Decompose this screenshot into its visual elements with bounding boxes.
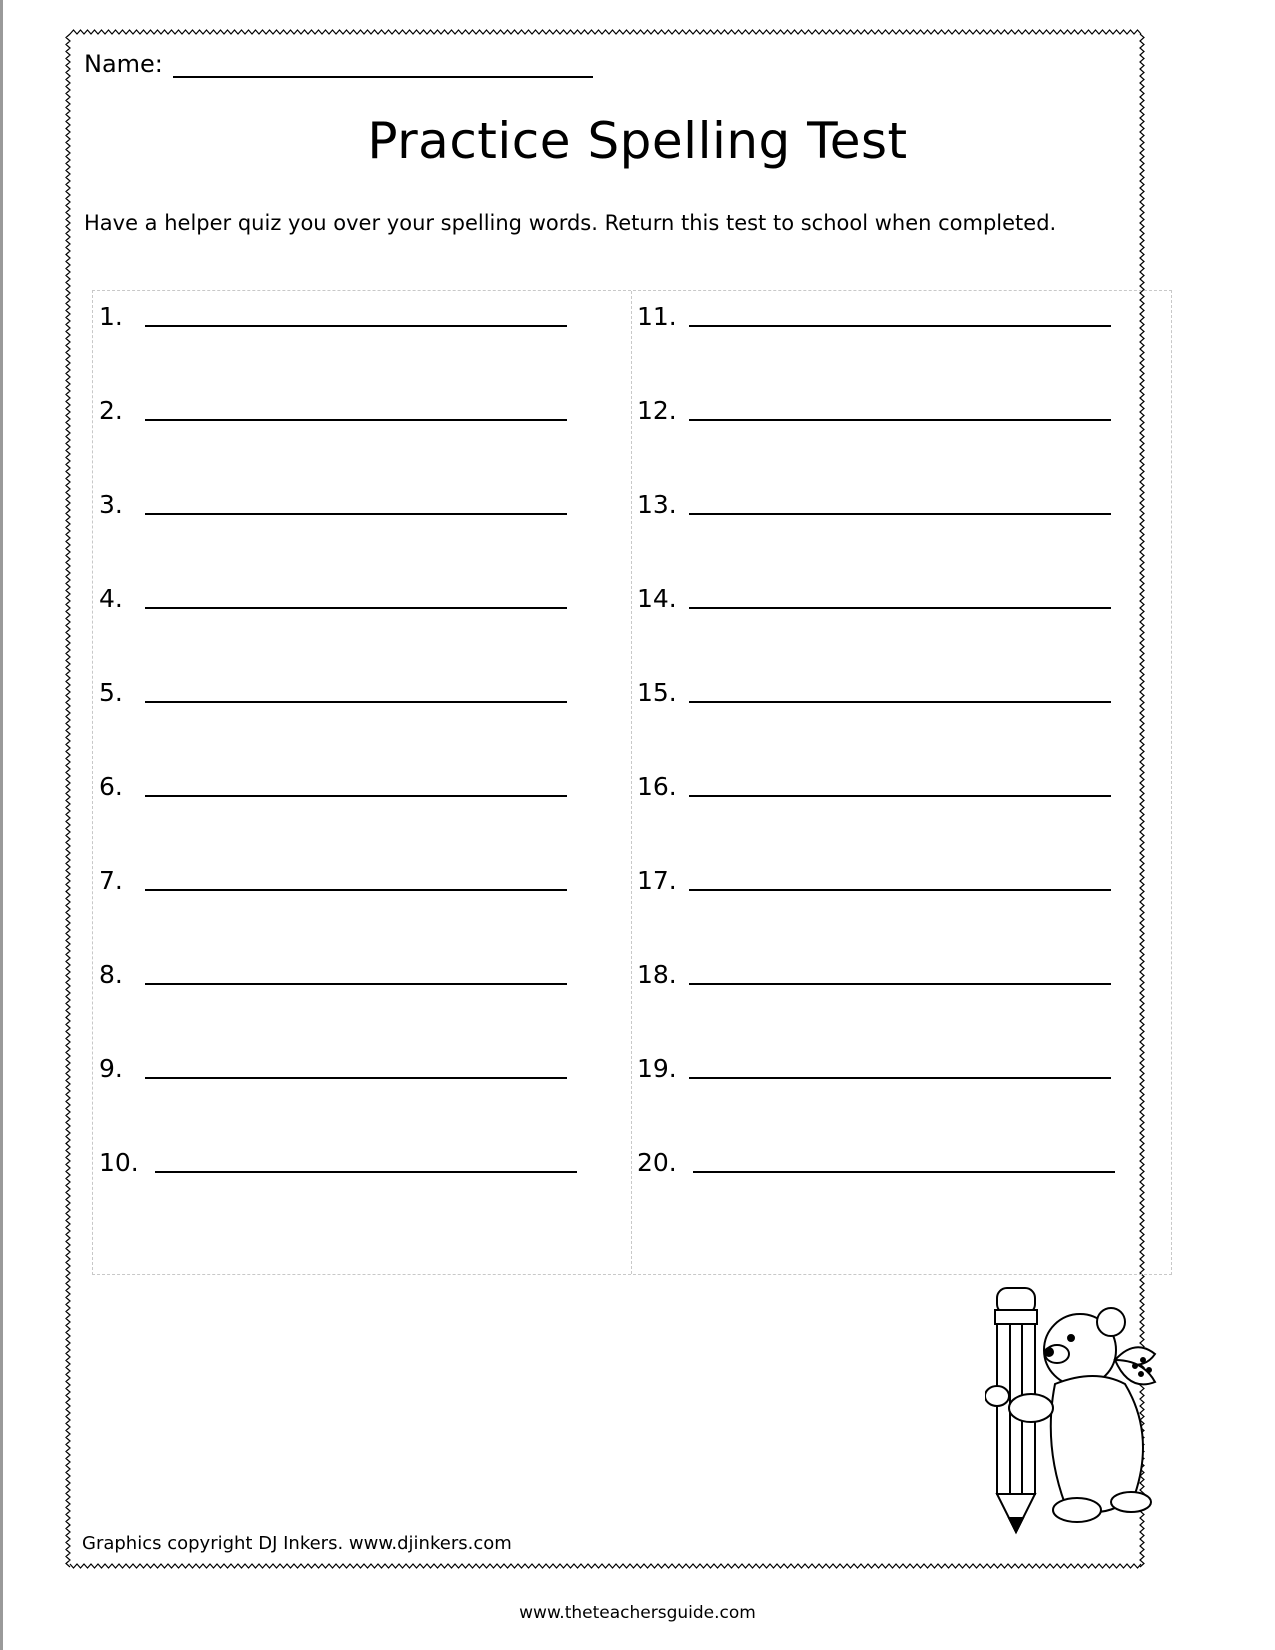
instructions: Have a helper quiz you over your spelling words. Return this test to school when completed. — [84, 211, 1057, 235]
footer-url: www.theteachersguide.com — [519, 1603, 756, 1623]
column-divider — [631, 291, 632, 1274]
item-number: 8. — [99, 960, 123, 989]
answer-row — [99, 895, 577, 989]
answer-row — [99, 613, 577, 707]
answer-blank[interactable] — [145, 512, 567, 515]
answer-blank[interactable] — [689, 982, 1111, 985]
answer-row — [637, 707, 1115, 801]
answer-row — [99, 291, 577, 331]
answer-blank[interactable] — [145, 982, 567, 985]
item-number: 17. — [637, 866, 677, 895]
item-number: 5. — [99, 678, 123, 707]
answer-row — [99, 331, 577, 425]
name-blank[interactable] — [173, 46, 593, 78]
item-number: 9. — [99, 1054, 123, 1083]
item-number: 14. — [637, 584, 677, 613]
answer-row — [637, 1083, 1115, 1177]
answer-row — [99, 707, 577, 801]
answer-row — [637, 425, 1115, 519]
graphics-credit: Graphics copyright DJ Inkers. www.djinkers.com — [82, 1533, 512, 1554]
answer-blank[interactable] — [689, 1076, 1111, 1079]
name-field-row — [84, 46, 593, 78]
answer-row — [637, 291, 1115, 331]
item-number: 20. — [637, 1148, 677, 1177]
answer-blank[interactable] — [689, 794, 1111, 797]
answer-blank[interactable] — [145, 700, 567, 703]
item-number: 11. — [637, 302, 677, 331]
answer-blank[interactable] — [689, 418, 1111, 421]
name-label: Name: — [84, 50, 163, 78]
answer-row — [637, 519, 1115, 613]
answer-blank[interactable] — [689, 606, 1111, 609]
answer-blank[interactable] — [689, 324, 1111, 327]
page-title: Practice Spelling Test — [367, 112, 908, 170]
answer-blank[interactable] — [689, 888, 1111, 891]
item-number: 18. — [637, 960, 677, 989]
left-word-column — [99, 291, 577, 1177]
item-number: 15. — [637, 678, 677, 707]
answer-row — [637, 801, 1115, 895]
answer-row — [99, 801, 577, 895]
item-number: 3. — [99, 490, 123, 519]
answer-row — [99, 519, 577, 613]
bear-with-pencil-icon — [985, 1280, 1185, 1540]
answer-row — [99, 425, 577, 519]
answer-blank[interactable] — [155, 1170, 577, 1173]
answer-blank[interactable] — [693, 1170, 1115, 1173]
item-number: 12. — [637, 396, 677, 425]
answer-blank[interactable] — [145, 606, 567, 609]
answer-row — [637, 613, 1115, 707]
item-number: 6. — [99, 772, 123, 801]
answer-blank[interactable] — [145, 794, 567, 797]
answer-blank[interactable] — [145, 1076, 567, 1079]
right-word-column — [637, 291, 1115, 1177]
item-number: 13. — [637, 490, 677, 519]
word-list-box — [92, 290, 1172, 1275]
item-number: 7. — [99, 866, 123, 895]
answer-row — [99, 1083, 577, 1177]
answer-row — [637, 331, 1115, 425]
answer-blank[interactable] — [145, 418, 567, 421]
answer-row — [637, 895, 1115, 989]
answer-blank[interactable] — [689, 700, 1111, 703]
answer-row — [99, 989, 577, 1083]
item-number: 2. — [99, 396, 123, 425]
item-number: 4. — [99, 584, 123, 613]
item-number: 19. — [637, 1054, 677, 1083]
answer-row — [637, 989, 1115, 1083]
item-number: 1. — [99, 302, 123, 331]
answer-blank[interactable] — [689, 512, 1111, 515]
item-number: 10. — [99, 1148, 139, 1177]
answer-blank[interactable] — [145, 324, 567, 327]
item-number: 16. — [637, 772, 677, 801]
answer-blank[interactable] — [145, 888, 567, 891]
